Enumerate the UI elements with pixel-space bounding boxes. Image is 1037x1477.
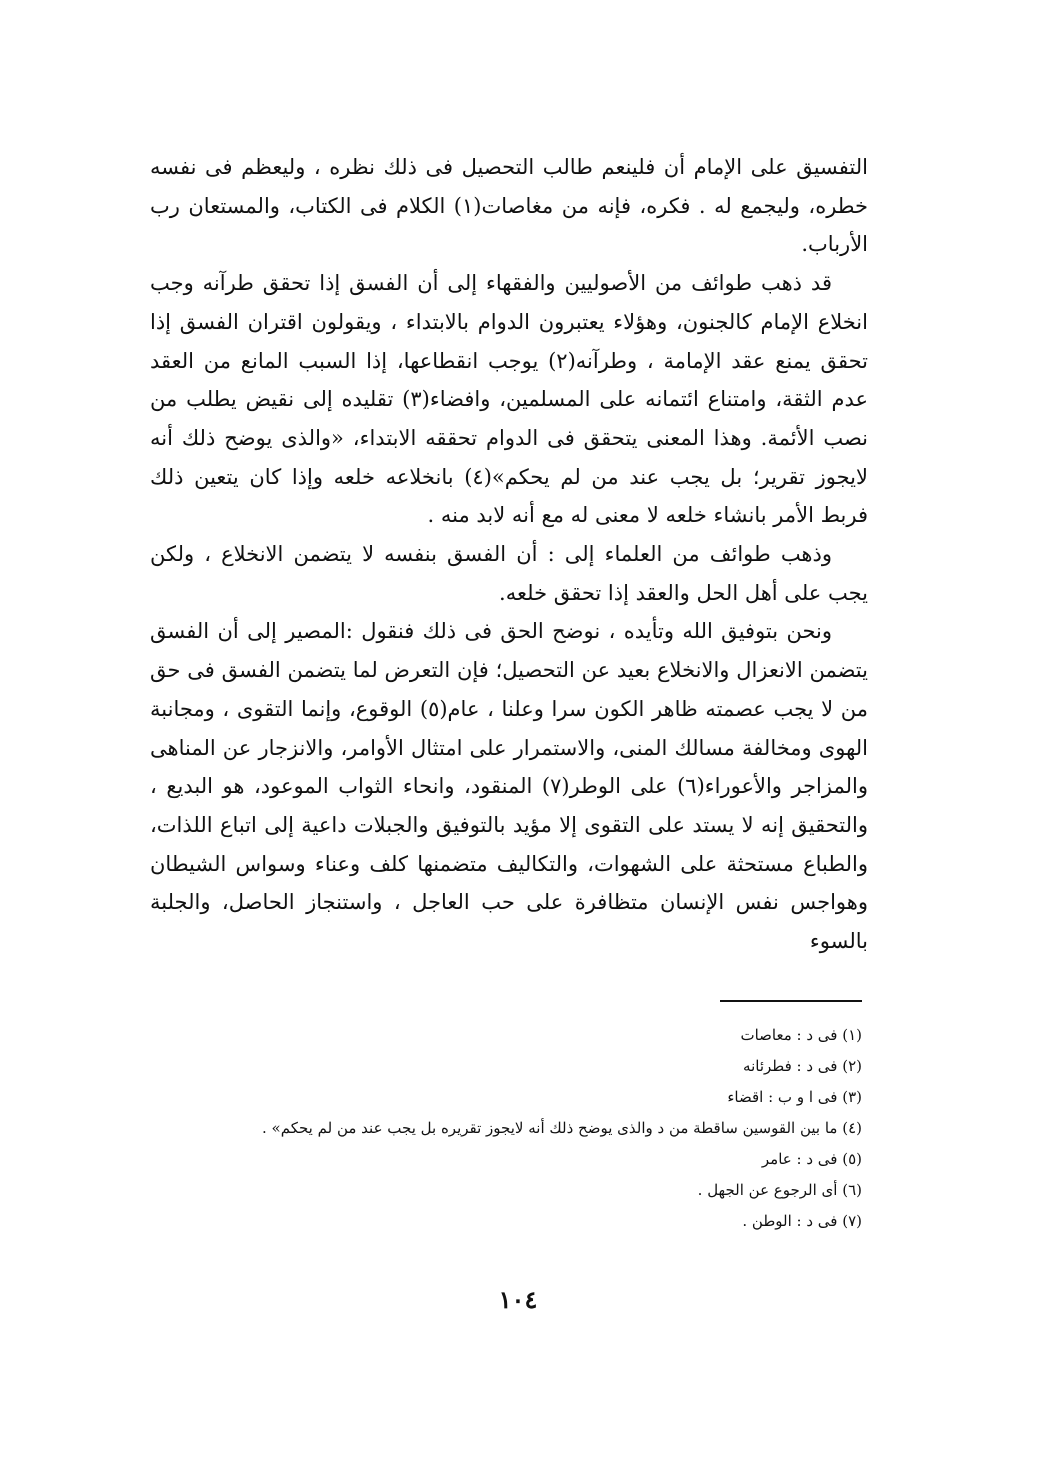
page-number: ١٠٤ — [498, 1285, 538, 1314]
footnote-6: (٦) أى الرجوع عن الجهل . — [697, 1181, 862, 1199]
footnotes — [150, 1020, 862, 1237]
footnote-1: (١) فى د : معاصات — [740, 1026, 862, 1044]
footnote-divider — [720, 1000, 862, 1002]
paragraph-4: ونحن بتوفيق الله وتأيده ، نوضح الحق فى ذلك فنقول :المصير إلى أن الفسق يتضمن الانعزال والانخلاع بعيد عن التحصيل؛ فإن التعرض لما يتضمن الفسق فى حق من لا يجب عصمته ظاهر الكون سرا وعلنا ، عام(٥) الوقوع، وإنما التقوى ، ومجانبة الهوى ومخالفة مسالك المنى، والاستمرار على امتثال الأوامر، والانزجار عن المناهى والمزاجر والأعوراء(٦) على الوطر(٧) المنقود، وانحاء الثواب الموعود، هو البديع ، والتحقيق إنه لا يستد على التقوى إلا مؤيد بالتوفيق والجبلات داعية إلى اتباع اللذات، والطباع مستحثة على الشهوات، والتكاليف متضمنها كلف وعناء وسواس الشيطان وهواجس نفس الإنسان متظافرة على حب العاجل ، واستنجاز الحاصل، والجلبة بالسوء — [150, 619, 868, 954]
paragraph-3: وذهب طوائف من العلماء إلى : أن الفسق بنفسه لا يتضمن الانخلاع ، ولكن يجب على أهل الحل والعقد إذا تحقق خلعه. — [150, 542, 868, 605]
footnote-7: (٧) فى د : الوطن . — [742, 1212, 862, 1230]
footnote-5: (٥) فى د : عامر — [761, 1150, 862, 1168]
main-text — [150, 148, 868, 961]
paragraph-1: التفسيق على الإمام أن فلينعم طالب التحصيل فى ذلك نظره ، وليعظم فى نفسه خطره، وليجمع له . فكره، فإنه من مغاصات(١) الكلام فى الكتاب، والمستعان رب الأرباب. — [150, 155, 868, 257]
paragraph-2: قد ذهب طوائف من الأصوليين والفقهاء إلى أن الفسق إذا تحقق طرآنه وجب انخلاع الإمام كالجنون، وهؤلاء يعتبرون الدوام بالابتداء ، ويقولون اقتران الفسق إذا تحقق يمنع عقد الإمامة ، وطرآنه(٢) يوجب انقطاعها، إذا السبب المانع من العقد عدم الثقة، وامتناع ائتمانه على المسلمين، وافضاء(٣) تقليده إلى نقيض يطلب من نصب الأئمة. وهذا المعنى يتحقق فى الدوام تحققه الابتداء، «والذى يوضح ذلك أنه لايجوز تقرير؛ بل يجب عند من لم يحكم»(٤) بانخلاعه خلعه وإذا كان يتعين ذلك فربط الأمر بانشاء خلعه لا معنى له مع أنه لابد منه . — [150, 271, 869, 528]
footnote-2: (٢) فى د : فطرئانه — [743, 1057, 862, 1075]
footnote-4: (٤) ما بين القوسين ساقطة من د والذى يوضح ذلك أنه لايجوز تقريره بل يجب عند من لم يحكم» . — [262, 1119, 862, 1137]
footnote-3: (٣) فى ا و ب : اقضاء — [727, 1088, 862, 1106]
